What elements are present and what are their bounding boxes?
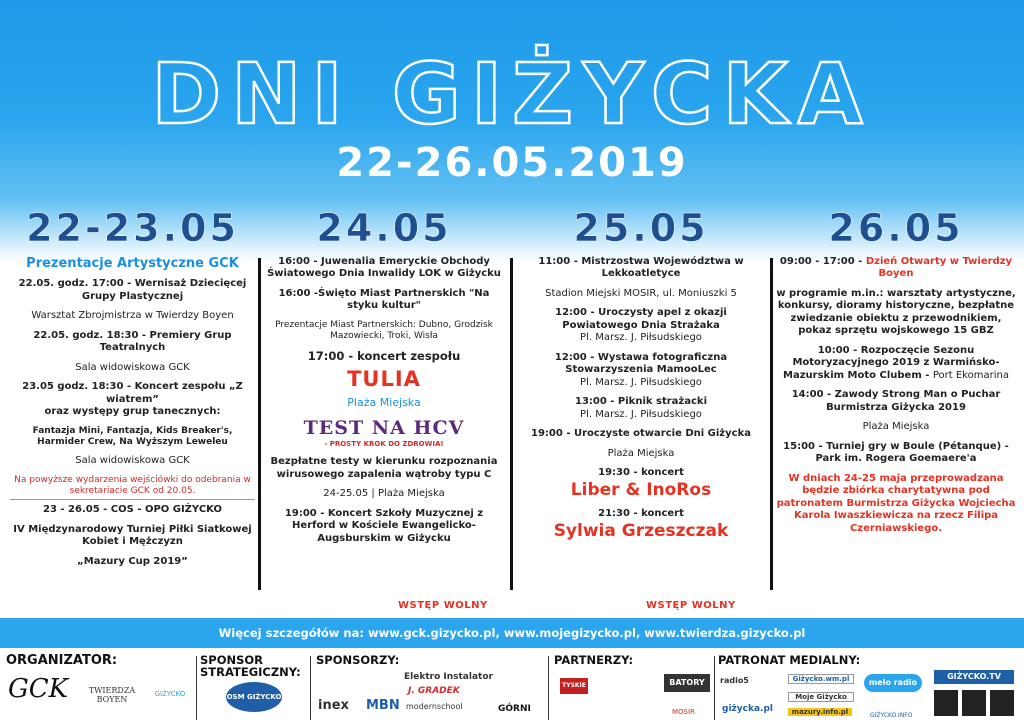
inex-logo: inex [318,698,349,713]
event-title [776,345,1016,383]
event-title: 14:00 - Zawody Strong Man o Puchar Burmistrza Giżycka 2019 [791,389,1001,413]
event-title: 12:00 - Uroczysty apel z okazji Powiatowego Dnia Strażaka [555,307,727,331]
charity-note: W dniach 24-25 maja przeprowadzana będzie zbiórka charytatywna pod patronatem Burmistrza Giżycka Wojciecha Karola Iwaszkiewicza na rzecz Filipa Czerniawskiego. [776,472,1016,534]
artist-name: Liber & InoRos [570,479,712,500]
event-title: 21:30 - koncert [598,508,684,520]
event-detail: Prezentacje Miast Partnerskich: Dubno, Grodzisk Mazowiecki, Troki, Wisła [275,319,493,342]
media-logo-tile [990,690,1014,716]
event-title: 23 - 26.05 - COS - OPO GIŻYCKO [43,504,222,516]
media-logo-tile [934,690,958,716]
gck-logo: GCK [8,674,69,704]
event-place: Pl. Marsz. J. Piłsudskiego [580,408,702,420]
poster-title: DNI GIŻYCKA [151,45,873,143]
event-title: 16:00 -Święto Miast Partnerskich "Na styku kultur" [278,287,490,312]
column-divider [258,258,261,590]
sponsor-divider [548,656,549,720]
event-title: 22.05. godz. 17:00 - Wernisaż Dziecięcej Grupy Plastycznej [18,278,247,302]
event-title: Bezpłatne testy w kierunku rozpoznania wirusowego zapalenia wątroby typu C [270,456,498,480]
day-heading: 25.05 [573,206,709,250]
hcv-test-logo: TEST NA HCV [303,416,465,439]
mosir-logo: MOSIR [672,708,695,716]
partners-label: PARTNERZY: [554,653,634,667]
event-title: 19:00 - Koncert Szkoły Muzycznej z Herford w Kościele Ewangelicko-Augsburskim w Giżycku [284,507,484,544]
note-text: Na powyższe wydarzenia wejściówki do odebrania w sekretariacie GCK od 20.05. [10,475,255,501]
day-heading: 24.05 [316,206,452,250]
hcv-test-tagline: - PROSTY KROK DO ZDROWIA! [324,440,444,449]
event-detail: w programie m.in.: warsztaty artystyczne, konkursy, dioramy historyczne, bezpłatne zwiedzanie obiektu z przewodnikiem, pokaz sprzętu wojskowego 15 GBZ [776,287,1016,337]
day-heading: 26.05 [828,206,964,250]
day-heading: 22-23.05 [26,206,239,250]
event-place: Stadion Miejski MOSIR, ul. Moniuszki 5 [545,287,737,299]
gizycko-info-logo: GIŻYCKO.INFO [870,712,913,719]
event-title [776,256,1016,281]
event-place: Pl. Marsz. J. Piłsudskiego [580,332,702,344]
column-divider [770,258,773,590]
moje-gizycko-logo: Moje Giżycko [788,692,854,702]
event-time: 09:00 - 17:00 - [779,255,863,267]
event-title: „Mazury Cup 2019” [77,555,188,567]
sponsor-divider [714,656,715,720]
event-detail: Fantazja Mini, Fantazja, Kids Breaker's, Harmider Crew, Na Wyższym Leweleu [32,425,233,448]
artist-name: Sylwia Grzeszczak [553,520,729,541]
event-text: 10:00 - Rozpoczęcie Sezonu Motoryzacyjnego 2019 z Warmińsko-Mazurskim Moto Clubem - [783,344,1000,381]
more-info-band: Więcej szczegółów na: www.gck.gizycko.pl, www.mojegizycko.pl, www.twierdza.gizycko.pl [0,618,1024,648]
free-entry-label: WSTĘP WOLNY [646,600,736,611]
column-22-23 [10,208,255,568]
gizycko-logo: GIŻYCKO [154,690,186,698]
event-heading: Prezentacje Artystyczne GCK [26,255,239,271]
radio5-logo: radio5 [720,676,749,685]
gradek-logo: J. GRADEK [408,686,460,696]
modernschool-logo: modernschool [406,702,463,711]
sponsor-divider [196,656,197,720]
organizer-group [6,654,117,668]
gizycko-tv-logo: GIŻYCKO.TV [934,670,1014,684]
sponsor-divider [310,656,311,720]
media-logo-tile [962,690,986,716]
artist-name: TULIA [347,366,421,391]
organizer-label: ORGANIZATOR: [6,653,118,668]
event-title: 22.05. godz. 18:30 - Premiery Grup Teatralnych [33,329,232,354]
osm-gizycko-logo: OSM GIŻYCKO [226,682,282,712]
event-title: 19:30 - koncert [598,467,684,479]
column-divider [510,258,513,590]
poster-dates: 22-26.05.2019 [336,140,688,186]
event-title: oraz występy grup tanecznych: [44,406,221,418]
sponsor-area [0,650,1024,724]
mbn-logo: MBN [366,698,400,713]
event-title: 23.05 godz. 18:30 - Koncert zespołu „Z wiatrem” [22,381,243,405]
event-title: 12:00 - Wystawa fotograficzna Stowarzyszenia MamooLec [554,351,728,376]
column-24 [264,208,504,545]
event-highlight: Dzień Otwarty w Twierdzy Boyen [865,255,1013,280]
free-entry-label: WSTĘP WOLNY [398,600,488,611]
event-place: Port Ekomarina [932,369,1009,381]
strategic-sponsor-label: SPONSOR STRATEGICZNY: [200,653,301,680]
event-place: Plaża Miejska [607,447,675,459]
media-label: PATRONAT MEDIALNY: [718,653,861,667]
event-place: 24-25.05 | Plaża Miejska [323,488,445,500]
gorni-logo: GÓRNI [498,704,531,714]
event-title: 13:00 - Piknik strażacki [574,396,708,408]
event-title: 16:00 - Juwenalia Emeryckie Obchody Światowego Dnia Inwalidy LOK w Giżycku [267,255,501,280]
batory-logo: BATORY [664,674,710,692]
strategic-sponsor-group [200,654,300,678]
twierdza-boyen-logo: TWIERDZA BOYEN [88,686,136,704]
tyskie-logo: TYSKIE [560,678,588,694]
sponsors-group [316,654,399,666]
media-group [718,654,860,666]
gizycka-pl-logo: giżycka.pl [722,704,773,714]
gizycko-wm-logo: Giżycko.wm.pl [788,674,854,684]
event-title: 15:00 - Turniej gry w Boule (Pétanque) - Park im. Rogera Goemaere'a [783,440,1009,465]
sponsors-label: SPONSORZY: [316,653,400,667]
event-place: Plaża Miejska [347,395,421,409]
event-title: 17:00 - koncert zespołu [307,349,461,364]
event-place: Warsztat Zbrojmistrza w Twierdzy Boyen [31,310,234,322]
column-26 [776,208,1016,535]
melo-radio-logo: melo radio [864,674,922,692]
event-place: Sala widowiskowa GCK [75,455,190,467]
event-place: Pl. Marsz. J. Piłsudskiego [580,376,702,388]
column-25 [516,208,766,542]
event-title: IV Międzynarodowy Turniej Piłki Siatkowej Kobiet i Mężczyzn [13,523,252,548]
event-place: Sala widowiskowa GCK [75,361,190,373]
elektro-instalator-logo: Elektro Instalator [404,672,493,682]
event-place: Plaża Miejska [862,421,930,433]
event-title: 19:00 - Uroczyste otwarcie Dni Giżycka [531,428,751,440]
partners-group [554,654,633,666]
mazury-info-logo: mazury.info.pl [788,708,852,716]
event-title: 11:00 - Mistrzostwa Województwa w Lekkoatletyce [538,255,744,280]
